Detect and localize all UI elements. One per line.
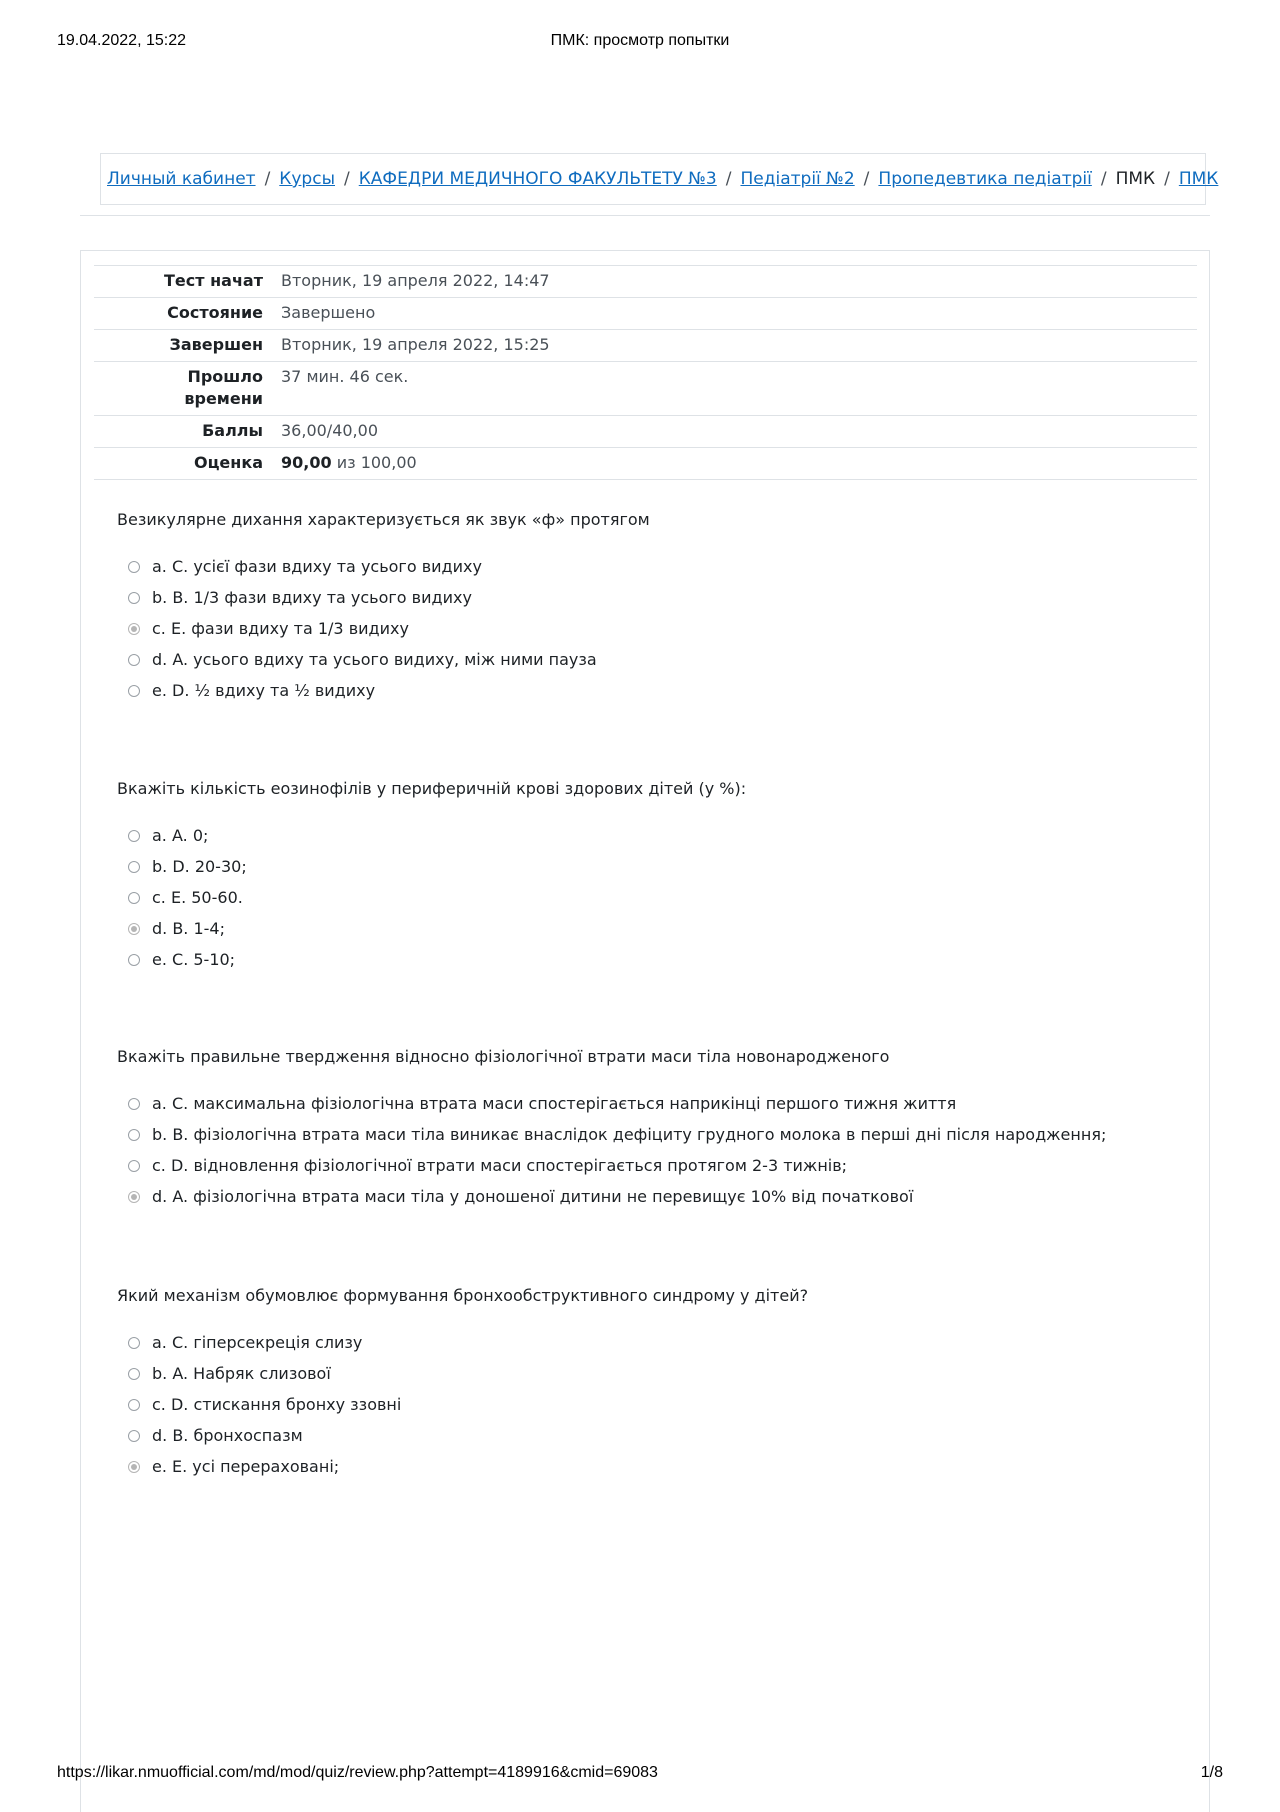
answer-label: c. E. фази вдиху та 1/3 видиху <box>152 619 409 638</box>
answer-option-selected[interactable] <box>117 1181 1106 1212</box>
header-divider <box>80 215 1210 216</box>
radio-icon[interactable] <box>128 1430 140 1442</box>
summary-row-state <box>94 298 1197 330</box>
question-text: Який механізм обумовлює формування бронхообструктивного синдрому у дітей? <box>117 1286 809 1305</box>
radio-icon[interactable] <box>128 1160 140 1172</box>
answer-option[interactable] <box>117 1150 1106 1181</box>
radio-icon[interactable] <box>128 861 140 873</box>
radio-icon[interactable] <box>128 892 140 904</box>
question-1 <box>117 509 650 706</box>
question-4 <box>117 1285 808 1482</box>
answer-label: b. B. 1/3 фази вдиху та усього видиху <box>152 588 472 607</box>
summary-row-marks <box>94 416 1197 448</box>
radio-icon[interactable] <box>128 1368 140 1380</box>
summary-row-time-taken <box>94 362 1197 416</box>
answer-label: c. D. відновлення фізіологічної втрати маси спостерігається протягом 2-3 тижнів; <box>152 1156 848 1175</box>
attempt-summary-table <box>94 265 1197 480</box>
summary-row-started <box>94 266 1197 298</box>
breadcrumb-item-course[interactable]: Пропедевтика педіатрії <box>878 169 1092 189</box>
print-datetime: 19.04.2022, 15:22 <box>57 32 187 49</box>
question-3 <box>117 1046 1106 1212</box>
summary-value <box>263 448 1197 480</box>
answer-label: d. A. усього вдиху та усього видиху, між ними пауза <box>152 650 597 669</box>
breadcrumb-separator: / <box>264 169 271 189</box>
answer-option[interactable] <box>117 1420 808 1451</box>
answer-label: a. A. 0; <box>152 826 209 845</box>
summary-label: Завершен <box>169 335 263 354</box>
print-footer <box>0 1764 1280 1784</box>
breadcrumb-item-section: ПМК <box>1115 169 1156 189</box>
answer-label: a. C. максимальна фізіологічна втрата маси спостерігається наприкінці першого тижня життя <box>152 1094 957 1113</box>
breadcrumb-separator: / <box>1164 169 1170 189</box>
answer-label: e. D. ½ вдиху та ½ видиху <box>152 681 376 700</box>
radio-icon[interactable] <box>128 1337 140 1349</box>
radio-icon[interactable] <box>128 1098 140 1110</box>
summary-label: Прошло времени <box>184 367 263 408</box>
breadcrumb-separator: / <box>725 169 732 189</box>
answer-option[interactable] <box>117 644 650 675</box>
radio-checked-icon[interactable] <box>128 623 140 635</box>
breadcrumb-item-faculty[interactable]: КАФЕДРИ МЕДИЧНОГО ФАКУЛЬТЕТУ №3 <box>358 169 717 189</box>
summary-value: Завершено <box>281 303 376 322</box>
answer-label: e. C. 5-10; <box>152 950 236 969</box>
breadcrumb-item-department[interactable]: Педіатрії №2 <box>740 169 855 189</box>
radio-checked-icon[interactable] <box>128 1461 140 1473</box>
grade-value: 90,00 <box>281 453 332 472</box>
answer-label: b. A. Набряк слизової <box>152 1364 331 1383</box>
radio-icon[interactable] <box>128 685 140 697</box>
summary-label: Баллы <box>202 421 263 440</box>
answer-label: a. C. усієї фази вдиху та усього видиху <box>152 557 482 576</box>
answer-label: b. B. фізіологічна втрата маси тіла виникає внаслідок дефіциту грудного молока в перші дні після народження; <box>152 1125 1107 1144</box>
question-text: Вкажіть кількість еозинофілів у периферичній крові здорових дітей (у %): <box>117 779 747 798</box>
radio-icon[interactable] <box>128 654 140 666</box>
breadcrumb-separator: / <box>1100 169 1107 189</box>
breadcrumb <box>100 153 1219 205</box>
answer-label: d. B. бронхоспазм <box>152 1426 303 1445</box>
radio-icon[interactable] <box>128 1399 140 1411</box>
answer-label: a. C. гіперсекреція слизу <box>152 1333 363 1352</box>
radio-checked-icon[interactable] <box>128 923 140 935</box>
answer-option[interactable] <box>117 944 746 975</box>
summary-row-grade <box>94 448 1197 480</box>
answer-option[interactable] <box>117 675 650 706</box>
answer-label: c. D. стискання бронху ззовні <box>152 1395 402 1414</box>
grade-suffix: из 100,00 <box>331 453 417 472</box>
radio-icon[interactable] <box>128 592 140 604</box>
breadcrumb-separator: / <box>344 169 350 189</box>
summary-value: Вторник, 19 апреля 2022, 15:25 <box>281 335 550 354</box>
question-text: Вкажіть правильне твердження відносно фізіологічної втрати маси тіла новонародженого <box>117 1047 890 1066</box>
question-2 <box>117 778 746 975</box>
answer-option[interactable] <box>117 820 746 851</box>
answer-option[interactable] <box>117 582 650 613</box>
print-page-number: 1/8 <box>1200 1764 1223 1781</box>
answer-label: d. A. фізіологічна втрата маси тіла у доношеної дитини не перевищує 10% від початкової <box>152 1187 914 1206</box>
radio-icon[interactable] <box>128 954 140 966</box>
print-header <box>0 32 1280 52</box>
answer-option[interactable] <box>117 1327 808 1358</box>
main-content <box>80 250 1210 1812</box>
breadcrumb-item-courses[interactable]: Курсы <box>279 169 335 189</box>
radio-icon[interactable] <box>128 830 140 842</box>
print-url: https://likar.nmuofficial.com/md/mod/quiz/review.php?attempt=4189916&cmid=69083 <box>57 1764 658 1781</box>
answer-option[interactable] <box>117 551 650 582</box>
answer-option[interactable] <box>117 882 746 913</box>
answer-option-selected[interactable] <box>117 613 650 644</box>
summary-label: Оценка <box>193 453 263 472</box>
summary-label: Состояние <box>167 303 263 322</box>
answer-option[interactable] <box>117 851 746 882</box>
answer-option[interactable] <box>117 1119 1106 1150</box>
print-page-title: ПМК: просмотр попытки <box>550 32 730 49</box>
summary-label: Тест начат <box>164 271 263 290</box>
answer-label: e. E. усі перераховані; <box>152 1457 340 1476</box>
answer-label: c. E. 50-60. <box>152 888 243 907</box>
answer-option[interactable] <box>117 1088 1106 1119</box>
radio-icon[interactable] <box>128 561 140 573</box>
radio-icon[interactable] <box>128 1129 140 1141</box>
summary-value: 37 мин. 46 сек. <box>281 367 409 386</box>
breadcrumb-separator: / <box>863 169 870 189</box>
answer-option[interactable] <box>117 1358 808 1389</box>
answer-option[interactable] <box>117 1389 808 1420</box>
summary-value: 36,00/40,00 <box>281 421 378 440</box>
answer-label: d. B. 1-4; <box>152 919 225 938</box>
answer-label: b. D. 20-30; <box>152 857 247 876</box>
summary-row-completed <box>94 330 1197 362</box>
question-text: Везикулярне дихання характеризується як звук «ф» протягом <box>117 510 650 529</box>
breadcrumb-item-quiz[interactable]: ПМК <box>1178 169 1219 189</box>
radio-checked-icon[interactable] <box>128 1191 140 1203</box>
answer-option-selected[interactable] <box>117 1451 808 1482</box>
breadcrumb-item-dashboard[interactable]: Личный кабинет <box>107 169 256 189</box>
answer-option-selected[interactable] <box>117 913 746 944</box>
summary-value: Вторник, 19 апреля 2022, 14:47 <box>281 271 550 290</box>
